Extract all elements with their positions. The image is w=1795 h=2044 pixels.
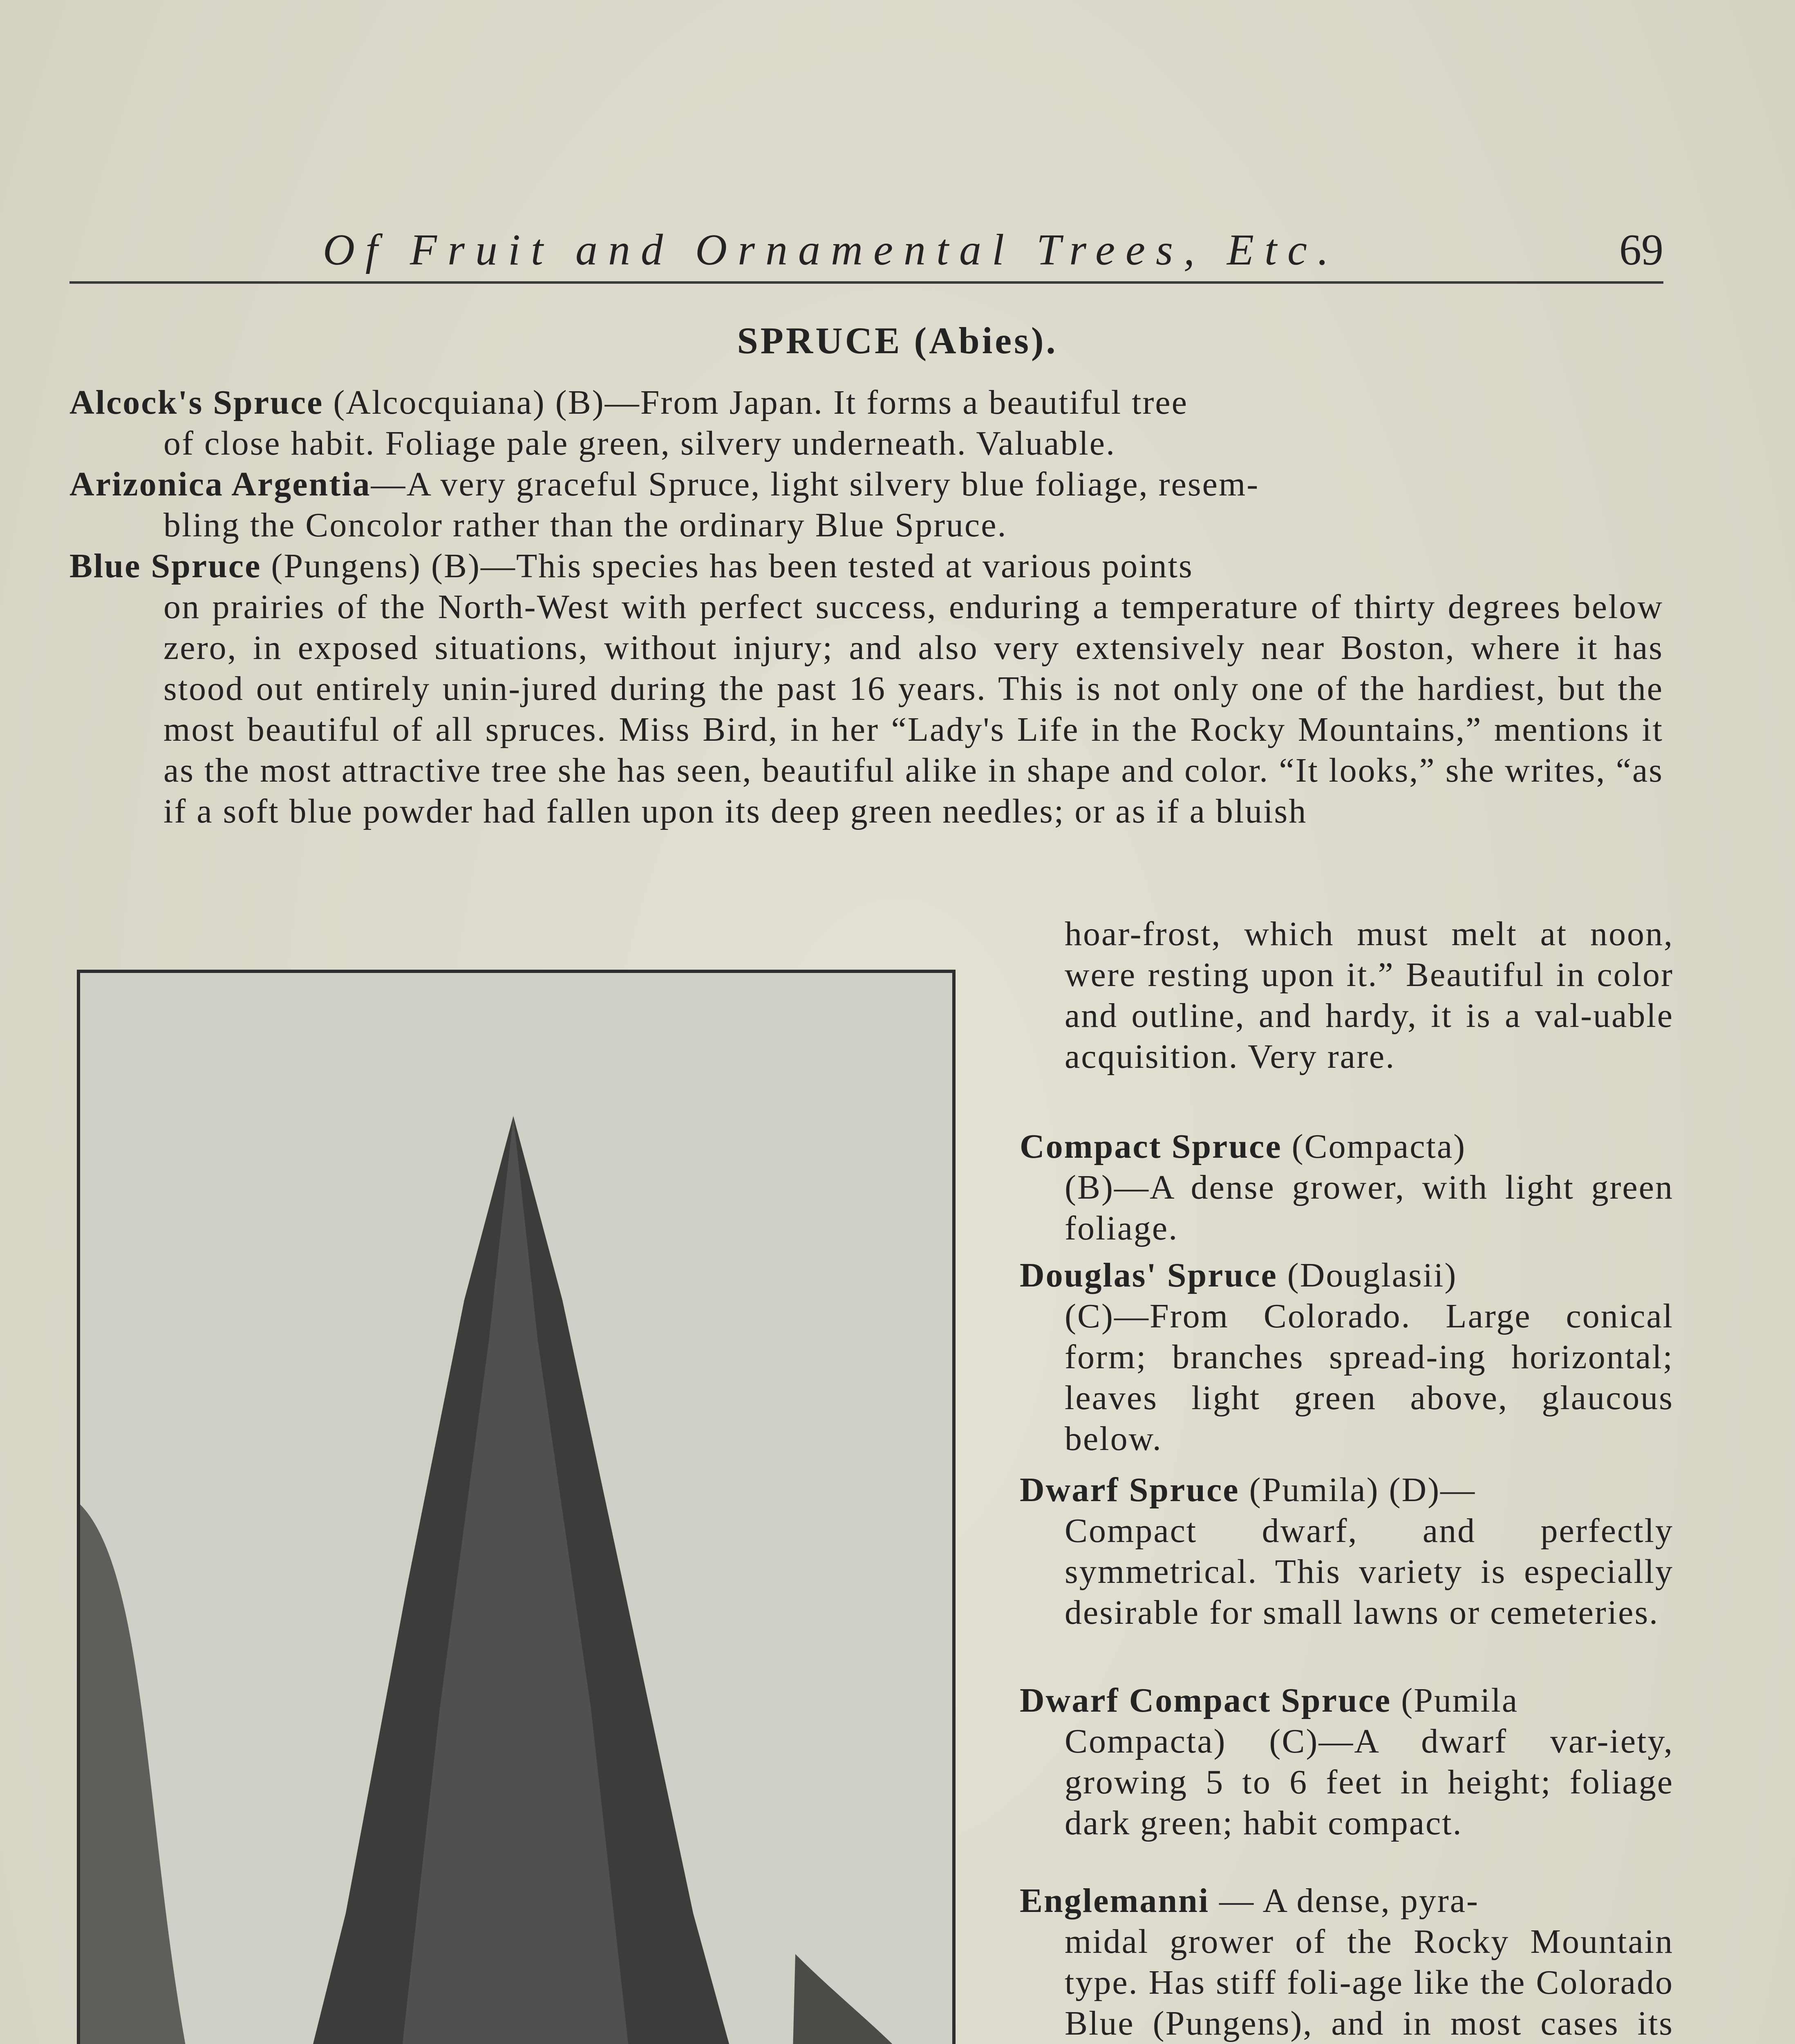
entry-compact-spruce xyxy=(1020,1126,1674,1249)
running-head xyxy=(69,217,1663,274)
entry-name: Compact Spruce xyxy=(1020,1127,1282,1165)
entry-text: (Pumila xyxy=(1391,1681,1519,1719)
entry-name: Blue Spruce xyxy=(69,547,262,585)
entry-text: — A dense, pyra- xyxy=(1209,1882,1479,1920)
entry-arizonica-argentia xyxy=(69,464,1663,546)
entry-blue-spruce-continued xyxy=(1020,914,1674,1077)
entry-blue-spruce xyxy=(69,546,1663,832)
entry-name: Douglas' Spruce xyxy=(1020,1256,1278,1294)
entry-text: (Pumila) (D)— xyxy=(1239,1471,1476,1509)
entry-englemanni xyxy=(1020,1880,1674,2044)
entry-continuation: (C)—From Colorado. Large conical form; branches spread-ing horizontal; leaves light green above, glaucous below. xyxy=(1065,1297,1674,1458)
entry-text: —A very graceful Spruce, light silvery blue foliage, resem- xyxy=(371,465,1260,503)
entry-continuation: (B)—A dense grower, with light green foliage. xyxy=(1065,1168,1674,1247)
page-number: 69 xyxy=(1619,226,1663,274)
entry-continuation: Compact dwarf, and perfectly symmetrical. This variety is especially desirable for small lawns or cemeteries. xyxy=(1065,1512,1674,1632)
entry-continuation: of close habit. Foliage pale green, silvery underneath. Valuable. xyxy=(163,424,1116,462)
entry-name: Arizonica Argentia xyxy=(69,465,371,503)
entry-text: (Alcocquiana) (B)—From Japan. It forms a beautiful tree xyxy=(323,383,1188,421)
entry-name: Dwarf Spruce xyxy=(1020,1471,1240,1509)
entry-text: (Pungens) (B)—This species has been tested at various points xyxy=(261,547,1193,585)
spruce-tree-image xyxy=(80,973,952,2044)
entry-name: Alcock's Spruce xyxy=(69,383,324,421)
header-rule xyxy=(69,281,1663,284)
entry-dwarf-compact-spruce xyxy=(1020,1680,1674,1844)
entry-continuation: bling the Concolor rather than the ordinary Blue Spruce. xyxy=(163,506,1007,544)
entry-continuation: hoar-frost, which must melt at noon, were resting upon it.” Beautiful in color and outline, and hardy, it is a val-uable acquisition. Very rare. xyxy=(1065,915,1674,1076)
entry-name: Englemanni xyxy=(1020,1882,1210,1920)
entry-continuation: Compacta) (C)—A dwarf var-iety, growing 5 to 6 feet in height; foliage dark green; habit compact. xyxy=(1065,1722,1674,1842)
entry-name: Dwarf Compact Spruce xyxy=(1020,1681,1392,1719)
section-title: SPRUCE (Abies). xyxy=(737,320,1058,361)
entry-continuation: on prairies of the North-West with perfect success, enduring a temperature of thirty degrees below zero, in exposed situations, without injury; and also very extensively near Boston, where it has stood out entirely unin-jured during the past 16 years. This is not only one of the hardiest, but the most beautiful of all spruces. Miss Bird, in her “Lady's Life in the Rocky Mountains,” mentions it as the most attractive tree she has seen, beautiful alike in shape and color. “It looks,” she writes, “as if a soft blue powder had fallen upon its deep green needles; or as if a bluish xyxy=(163,588,1663,830)
entry-alcocks-spruce xyxy=(69,382,1663,464)
entry-douglas-spruce xyxy=(1020,1255,1674,1459)
running-title: Of Fruit and Ornamental Trees, Etc. xyxy=(323,226,1339,274)
norway-spruce-photo xyxy=(77,970,956,2044)
entry-text: (Douglasii) xyxy=(1277,1256,1457,1294)
entry-text: (Compacta) xyxy=(1282,1127,1466,1165)
entry-continuation: midal grower of the Rocky Mountain type. Has stiff foli-age like the Colorado Blue (Pungens), and in most cases its xyxy=(1065,1923,1674,2042)
entry-dwarf-spruce xyxy=(1020,1470,1674,1633)
